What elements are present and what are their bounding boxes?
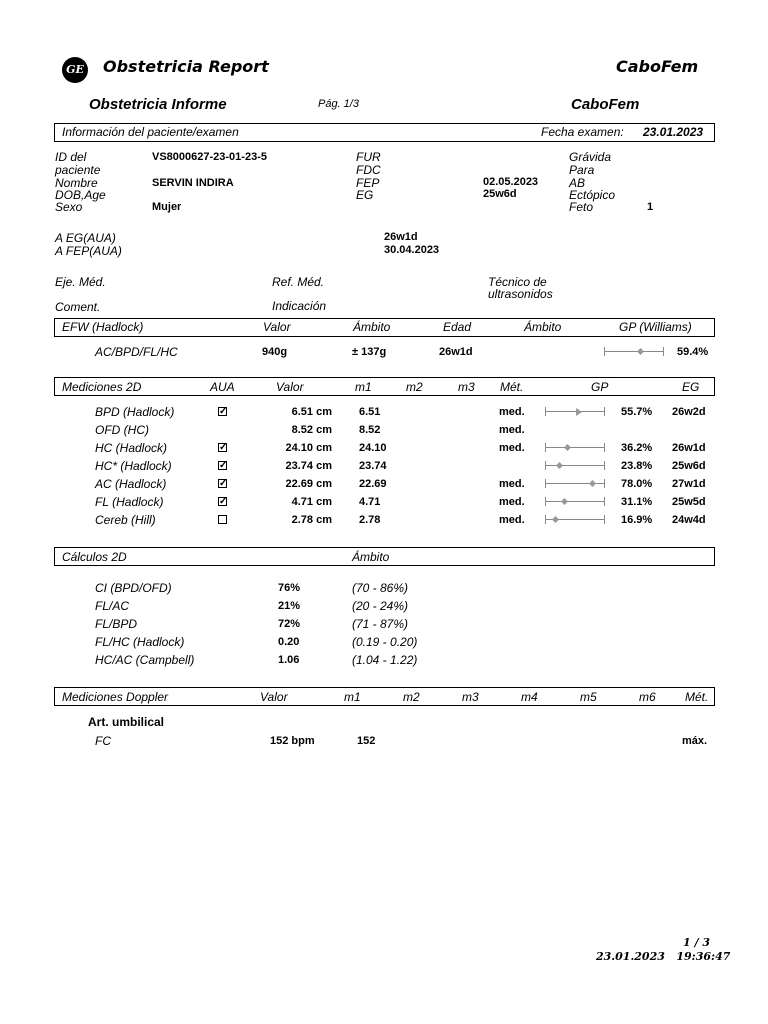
ref-doctor-label: Ref. Méd. [272,275,325,289]
m2d-header-m2: m2 [406,380,423,394]
doppler-header-label: Mediciones Doppler [62,690,169,704]
m2d-row-method: med. [499,496,525,508]
m2d-gp-graph [545,460,605,472]
indication-label: Indicación [272,299,327,313]
calc-row-range: (1.04 - 1.22) [352,653,418,667]
efw-row-age: 26w1d [439,346,473,358]
doppler-header-m5: m5 [580,690,597,704]
doppler-header-m1: m1 [344,690,361,704]
gp-range-tick-left [545,497,546,506]
patient-id-value: VS8000627-23-01-23-5 [152,151,267,163]
clinic-name: CaboFem [571,96,640,113]
gp-range-tick-left [604,347,605,356]
gp-marker-icon [589,480,596,487]
m2d-row-label: FL (Hadlock) [95,495,164,509]
efw-row-range: ± 137g [352,346,387,358]
gp-range-tick-left [545,461,546,470]
efw-header-range-2: Ámbito [524,320,562,334]
m2d-row-label: HC (Hadlock) [95,441,168,455]
m2d-row-gp: 78.0% [621,478,653,490]
m2d-row-eg: 25w5d [672,496,706,508]
efw-header-value: Valor [263,320,291,334]
doppler-header-m6: m6 [639,690,656,704]
m2d-row-m1: 8.52 [359,424,381,436]
m2d-row-value: 23.74 cm [285,460,332,472]
efw-gp-graph [604,346,664,358]
ab-label: AB [569,176,586,190]
gp-marker-icon [637,348,644,355]
patient-info-label: Información del paciente/examen [62,125,239,139]
gp-range-line [545,411,605,412]
name-value: SERVIN INDIRA [152,177,234,189]
m2d-row-gp: 23.8% [621,460,653,472]
afep-value: 30.04.2023 [384,244,440,256]
calc-row-label: FL/BPD [95,617,138,631]
m2d-row-value: 24.10 cm [285,442,332,454]
feto-value: 1 [647,201,654,213]
calc-row-range: (0.19 - 0.20) [352,635,418,649]
aeg-value: 26w1d [384,231,418,243]
gp-range-line [545,501,605,502]
doppler-header-m3: m3 [462,690,479,704]
gp-range-tick-left [545,407,546,416]
efw-row-gp: 59.4% [677,346,709,358]
gp-marker-icon [552,516,559,523]
calc-header-label: Cálculos 2D [62,550,127,564]
aua-checkbox-checked: ✓ [219,406,228,417]
gp-range-tick-right [604,461,605,470]
m2d-row-m1: 2.78 [359,514,381,526]
patient-id-label-2: paciente [55,163,101,177]
m2d-header-label: Mediciones 2D [62,380,142,394]
m2d-gp-graph [545,496,605,508]
sex-label: Sexo [55,200,83,214]
m2d-row-m1: 22.69 [359,478,387,490]
aeg-label: A EG(AUA) [55,231,116,245]
calc-row-value: 21% [278,600,301,612]
m2d-row-m1: 23.74 [359,460,387,472]
m2d-gp-graph [545,406,605,418]
comment-label: Coment. [55,300,101,314]
feto-label: Feto [569,200,594,214]
m2d-row-gp: 36.2% [621,442,653,454]
aua-checkbox-checked: ✓ [219,478,228,489]
gp-range-tick-left [545,515,546,524]
m2d-row-label: AC (Hadlock) [95,477,167,491]
calc-row-range: (20 - 24%) [352,599,409,613]
m2d-row-m1: 24.10 [359,442,387,454]
ectopic-label: Ectópico [569,188,616,202]
calc-row-label: FL/HC (Hadlock) [95,635,185,649]
calc-row-range: (71 - 87%) [352,617,409,631]
m2d-row-gp: 16.9% [621,514,653,526]
efw-header-label: EFW (Hadlock) [62,320,144,334]
gp-range-tick-right [663,347,664,356]
report-title: Obstetricia Informe [89,96,227,113]
m2d-header-aua: AUA [210,380,235,394]
fep-value: 02.05.2023 [483,176,539,188]
m2d-row-method: med. [499,514,525,526]
doppler-row-m1: 152 [357,735,376,747]
m2d-row-method: med. [499,424,525,436]
m2d-header-eg: EG [682,380,700,394]
m2d-row-eg: 27w1d [672,478,706,490]
m2d-row-label: BPD (Hadlock) [95,405,175,419]
doppler-row-method: máx. [682,735,708,747]
calc-row-value: 1.06 [278,654,300,666]
fur-label: FUR [356,150,381,164]
m2d-row-method: med. [499,478,525,490]
doppler-row-value: 152 bpm [270,735,315,747]
aua-checkbox-unchecked [218,515,227,524]
efw-header-gp: GP (Williams) [619,320,692,334]
calc-row-label: FL/AC [95,599,130,613]
m2d-row-gp: 55.7% [621,406,653,418]
gp-range-tick-right [604,443,605,452]
m2d-row-value: 22.69 cm [285,478,332,490]
doppler-header-value: Valor [260,690,288,704]
eg-label: EG [356,188,374,202]
clinic-name-handwritten: CaboFem [616,57,699,76]
doppler-header-m4: m4 [521,690,538,704]
footer-page: 1 / 3 [683,936,710,949]
gp-marker-icon [576,408,582,416]
m2d-row-label: OFD (HC) [95,423,149,437]
aua-checkbox-checked: ✓ [219,442,228,453]
efw-row-value: 940g [262,346,288,358]
m2d-header-m1: m1 [355,380,372,394]
fep-label: FEP [356,176,380,190]
gp-marker-icon [561,498,568,505]
name-label: Nombre [55,176,98,190]
gp-range-line [545,465,605,466]
m2d-row-eg: 26w1d [672,442,706,454]
technician-label: Técnico de [488,275,547,289]
m2d-row-m1: 6.51 [359,406,381,418]
m2d-row-eg: 25w6d [672,460,706,472]
gp-marker-icon [564,444,571,451]
gp-range-tick-left [545,479,546,488]
gp-range-tick-right [604,479,605,488]
calc-row-value: 76% [278,582,301,594]
efw-header-range: Ámbito [353,320,391,334]
m2d-row-label: HC* (Hadlock) [95,459,172,473]
report-title-handwritten: Obstetricia Report [103,57,269,76]
para-label: Para [569,163,595,177]
m2d-row-eg: 24w4d [672,514,706,526]
calc-header-range: Ámbito [352,550,390,564]
efw-row-label: AC/BPD/FL/HC [95,345,178,359]
aua-checkbox-checked: ✓ [219,496,228,507]
gp-range-tick-right [604,515,605,524]
patient-id-label: ID del [55,150,87,164]
m2d-row-gp: 31.1% [621,496,653,508]
m2d-row-eg: 26w2d [672,406,706,418]
footer-datetime: 23.01.2023 19:36:47 [596,950,731,963]
sex-value: Mujer [152,201,182,213]
calc-row-label: HC/AC (Campbell) [95,653,195,667]
m2d-header-m3: m3 [458,380,475,394]
m2d-row-m1: 4.71 [359,496,381,508]
calc-row-range: (70 - 86%) [352,581,409,595]
m2d-row-method: med. [499,442,525,454]
doppler-row-label: FC [95,734,111,748]
gravida-label: Grávida [569,150,612,164]
gp-range-tick-left [545,443,546,452]
m2d-header-value: Valor [276,380,304,394]
doppler-header-method: Mét. [685,690,709,704]
m2d-header-gp: GP [591,380,609,394]
calc-row-value: 0.20 [278,636,300,648]
m2d-row-value: 6.51 cm [291,406,332,418]
m2d-row-value: 2.78 cm [291,514,332,526]
gp-range-line [604,351,664,352]
m2d-row-method: med. [499,406,525,418]
dob-label: DOB,Age [55,188,106,202]
ge-logo-icon: GE [62,57,88,83]
m2d-row-value: 8.52 cm [291,424,332,436]
exam-date-label: Fecha examen: [541,125,624,139]
measurements-2d-header [54,377,715,396]
m2d-header-method: Mét. [500,380,524,394]
m2d-gp-graph [545,478,605,490]
efw-header-age: Edad [443,320,472,334]
technician-label-2: ultrasonidos [488,287,553,301]
gp-range-tick-right [604,407,605,416]
exam-date-value: 23.01.2023 [643,125,704,139]
gp-range-line [545,447,605,448]
aua-checkbox-checked: ✓ [219,460,228,471]
doppler-section-title: Art. umbilical [88,715,165,729]
calc-row-value: 72% [278,618,301,630]
page-indicator: Pág. 1/3 [318,98,359,110]
fdc-label: FDC [356,163,381,177]
calc-row-label: CI (BPD/OFD) [95,581,172,595]
m2d-row-value: 4.71 cm [291,496,332,508]
afep-label: A FEP(AUA) [55,244,122,258]
gp-range-tick-right [604,497,605,506]
m2d-gp-graph [545,442,605,454]
gp-marker-icon [556,462,563,469]
eg-value: 25w6d [483,188,517,200]
doctor-label: Eje. Méd. [55,275,106,289]
doppler-header-m2: m2 [403,690,420,704]
m2d-row-label: Cereb (Hill) [95,513,156,527]
m2d-gp-graph [545,514,605,526]
